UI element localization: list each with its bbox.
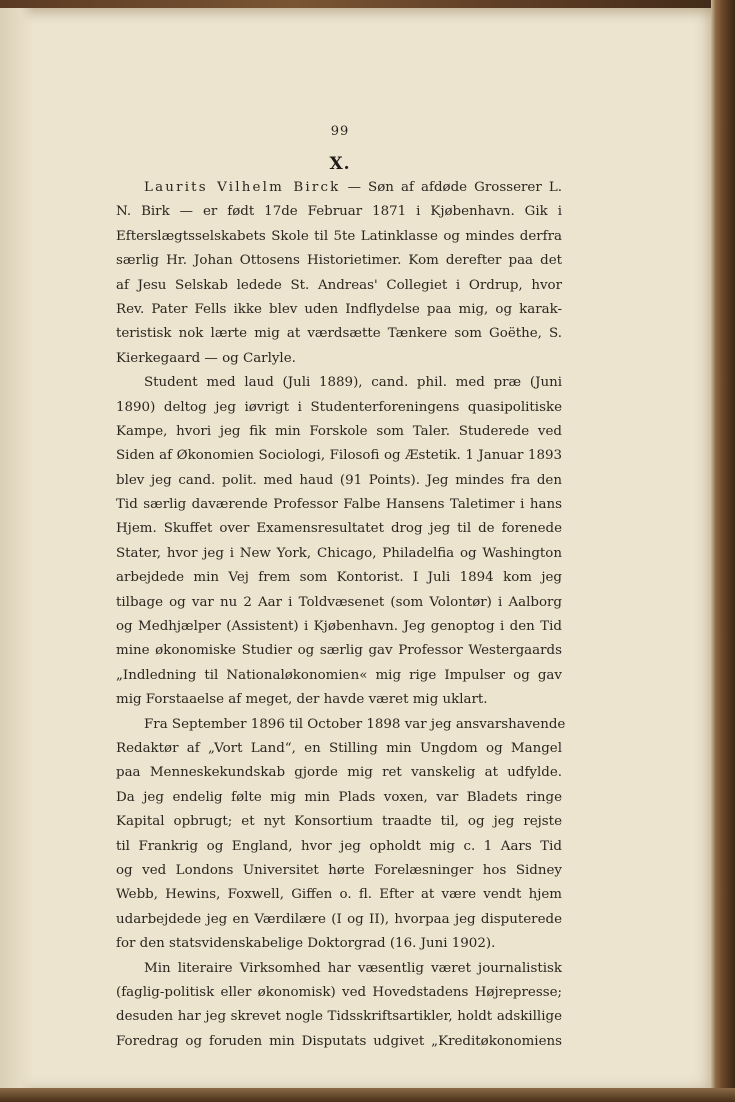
text-line: mine økonomiske Studier og særlig gav Professor Westergaards xyxy=(116,643,562,659)
text-line: Fra September 1896 til October 1898 var jeg ansvarshavende xyxy=(144,716,566,732)
text-line: Siden af Økonomien Sociologi, Filosofi og Æstetik. 1 Januar 1893 xyxy=(116,448,562,464)
text-line: for den statsvidenskabelige Doktorgrad (16. Juni 1902). xyxy=(116,936,496,952)
author-name: Laurits Vilhelm Birck xyxy=(144,180,341,195)
text-line: Tid særlig daværende Professor Falbe Hansens Taletimer i hans xyxy=(116,497,562,513)
text-line: Kapital opbrugt; et nyt Konsortium traadte til, og jeg rejste xyxy=(116,814,562,830)
page-number: 99 xyxy=(330,124,350,139)
chapter-title: X. xyxy=(329,154,351,174)
text-line: 1890) deltog jeg iøvrigt i Studenterforeningens quasipolitiske xyxy=(116,399,562,415)
text-line: (faglig-politisk eller økonomisk) ved Hovedstadens Højrepresse; xyxy=(116,984,562,1000)
text-line: blev jeg cand. polit. med haud (91 Points). Jeg mindes fra den xyxy=(116,472,562,488)
text-line: særlig Hr. Johan Ottosens Historietimer. Kom derefter paa det xyxy=(116,253,562,269)
text-line: til Frankrig og England, hvor jeg opholdt mig c. 1 Aars Tid xyxy=(116,838,562,854)
text-line: arbejdede min Vej frem som Kontorist. I Juli 1894 kom jeg xyxy=(116,570,562,586)
text-line: Hjem. Skuffet over Examensresultatet drog jeg til de forenede xyxy=(116,521,562,537)
text-line: og Medhjælper (Assistent) i Kjøbenhavn. Jeg genoptog i den Tid xyxy=(116,619,562,635)
text-line: „Indledning til Nationaløkonomien« mig rige Impulser og gav xyxy=(116,667,562,683)
body-text xyxy=(116,176,566,1054)
text-line: af Jesu Selskab ledede St. Andreas' Collegiet i Ordrup, hvor xyxy=(116,277,562,293)
text-line: Kierkegaard — og Carlyle. xyxy=(116,350,296,366)
text-line: mig Forstaaelse af meget, der havde været mig uklart. xyxy=(116,692,488,708)
text-line: N. Birk — er født 17de Februar 1871 i Kjøbenhavn. Gik i xyxy=(116,204,562,220)
text-line: Student med laud (Juli 1889), cand. phil. med præ (Juni xyxy=(144,375,562,391)
text-line: teristisk nok lærte mig at værdsætte Tænkere som Goëthe, S. xyxy=(116,326,562,342)
text-line: og ved Londons Universitet hørte Forelæsninger hos Sidney xyxy=(116,862,562,878)
book-bottom-edge xyxy=(0,1088,735,1102)
text-line: Min literaire Virksomhed har væsentlig været journalistisk xyxy=(144,960,562,976)
text-line: Da jeg endelig følte mig min Plads voxen, var Bladets ringe xyxy=(116,789,562,805)
text-line: Stater, hvor jeg i New York, Chicago, Philadelfia og Washington xyxy=(116,545,562,561)
text-line: paa Menneskekundskab gjorde mig ret vanskelig at udfylde. xyxy=(116,765,562,781)
text-line: Foredrag og foruden min Disputats udgivet „Kreditøkonomiens xyxy=(116,1033,562,1049)
text-line: Efterslægtsselskabets Skole til 5te Latinklasse og mindes derfra xyxy=(116,228,562,244)
text-line: udarbejdede jeg en Værdilære (I og II), hvorpaa jeg disputerede xyxy=(116,911,562,927)
text-line: Webb, Hewins, Foxwell, Giffen o. fl. Efter at være vendt hjem xyxy=(116,887,562,903)
text-line: Redaktør af „Vort Land“, en Stilling min Ungdom og Mangel xyxy=(116,740,562,756)
text-line: Kampe, hvori jeg fik min Forskole som Taler. Studerede ved xyxy=(116,423,562,439)
book-spine-edge xyxy=(711,0,735,1102)
text-line: desuden har jeg skrevet nogle Tidsskriftsartikler, holdt adskillige xyxy=(116,1009,562,1025)
text-line: Laurits Vilhelm Birck — Søn af afdøde Grosserer L. xyxy=(144,180,562,195)
text-line: Rev. Pater Fells ikke blev uden Indflydelse paa mig, og karak- xyxy=(116,301,562,317)
text-line: tilbage og var nu 2 Aar i Toldvæsenet (som Volontør) i Aalborg xyxy=(116,594,562,610)
